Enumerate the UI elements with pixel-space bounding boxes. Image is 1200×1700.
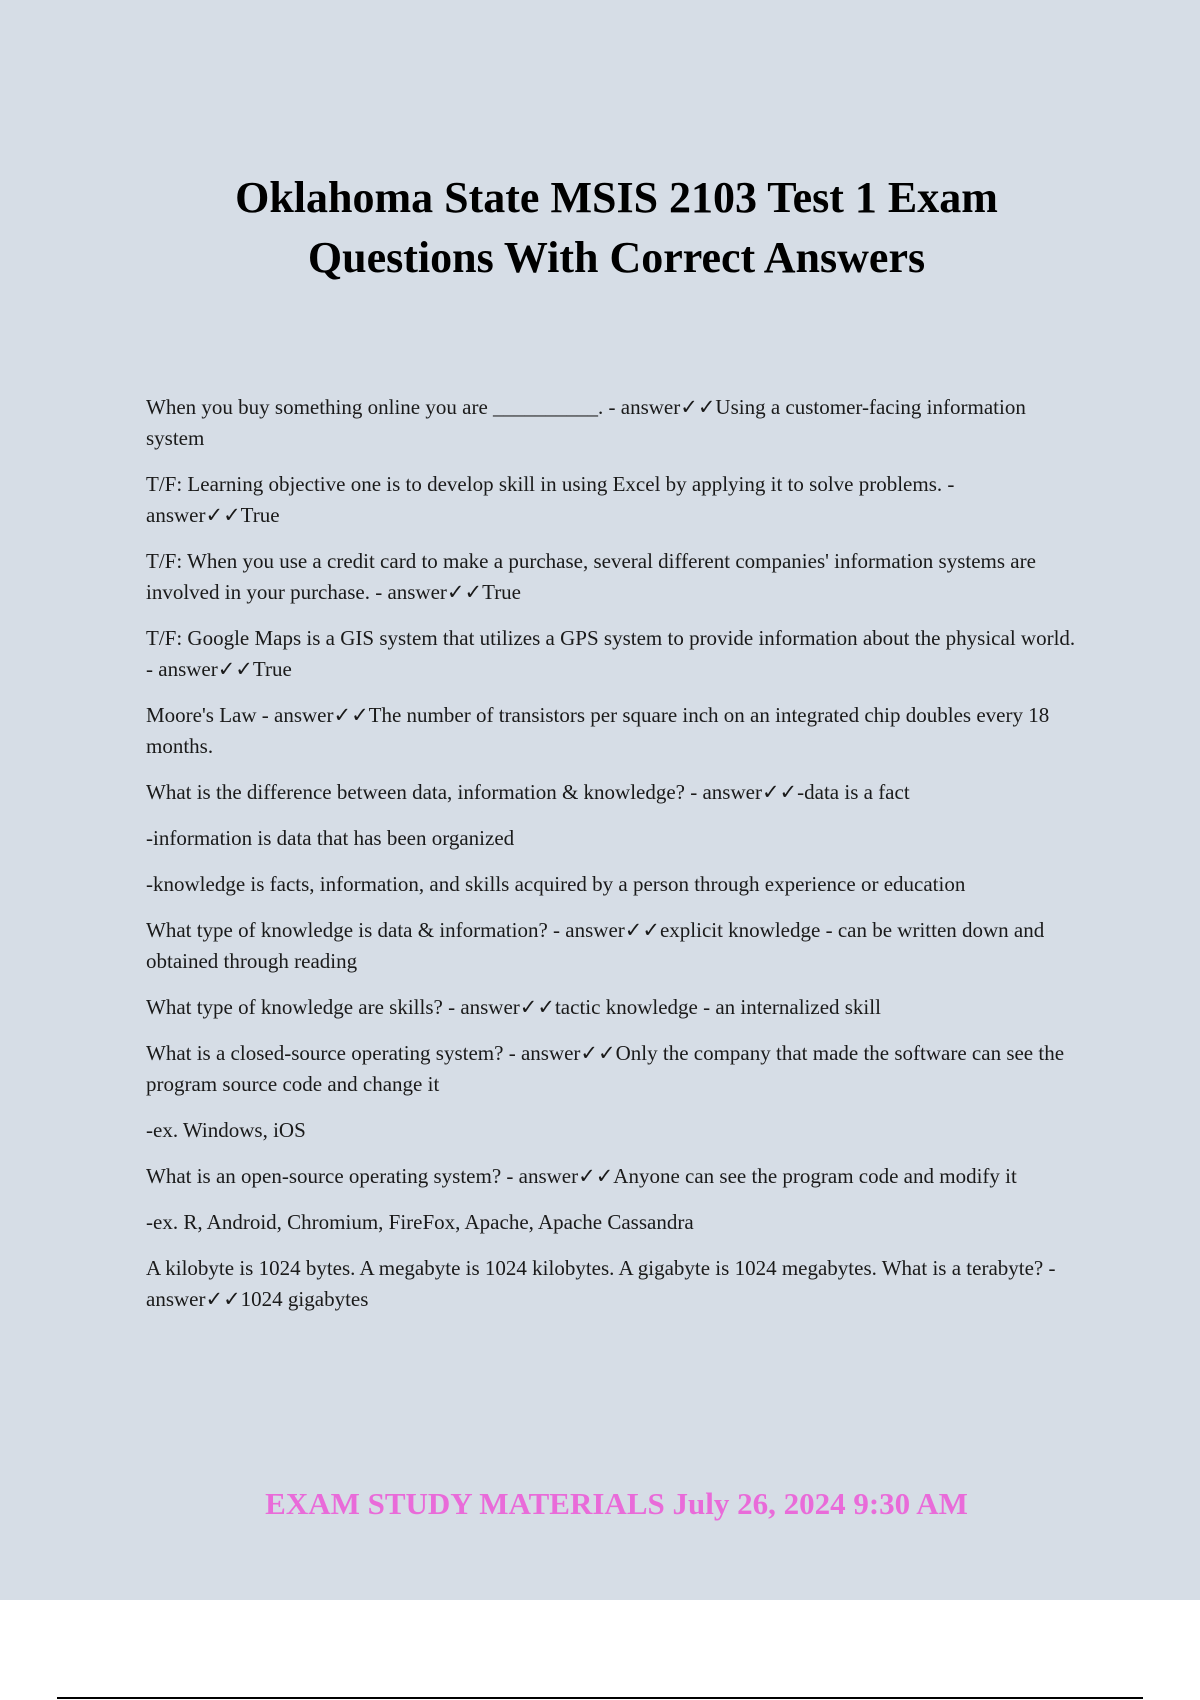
study-materials-stamp: EXAM STUDY MATERIALS July 26, 2024 9:30 AM [265,1486,968,1521]
qa-paragraph: -ex. Windows, iOS [146,1118,306,1142]
qa-paragraph: -information is data that has been organized [146,826,515,850]
page-bottom-rule [57,1697,1143,1699]
qa-paragraph: What is a closed-source operating system? - answer✓✓Only the company that made the software can see the program source code and change it [146,1041,1065,1096]
qa-paragraph: What is an open-source operating system? - answer✓✓Anyone can see the program code and modify it [146,1164,1017,1188]
qa-paragraph: What type of knowledge are skills? - answer✓✓tactic knowledge - an internalized skill [146,995,881,1019]
qa-paragraph: A kilobyte is 1024 bytes. A megabyte is 1024 kilobytes. A gigabyte is 1024 megabytes. What is a terabyte? - answer✓✓1024 gigabytes [146,1256,1056,1311]
qa-paragraph: When you buy something online you are __________. - answer✓✓Using a customer-facing information system [146,395,1026,450]
qa-paragraph: T/F: Learning objective one is to develop skill in using Excel by applying it to solve problems. - answer✓✓True [146,472,955,527]
title-line-1: Oklahoma State MSIS 2103 Test 1 Exam [235,173,998,222]
question-answer-list [146,392,1086,1330]
qa-paragraph: T/F: Google Maps is a GIS system that utilizes a GPS system to provide information about the physical world. - answer✓✓True [146,626,1076,681]
qa-paragraph: What type of knowledge is data & information? - answer✓✓explicit knowledge - can be written down and obtained through reading [146,918,1045,973]
qa-paragraph: -knowledge is facts, information, and skills acquired by a person through experience or education [146,872,966,896]
title-line-2: Questions With Correct Answers [307,233,926,282]
qa-paragraph: Moore's Law - answer✓✓The number of transistors per square inch on an integrated chip doubles every 18 months. [146,703,1050,758]
document-title [120,168,1113,288]
qa-paragraph: What is the difference between data, information & knowledge? - answer✓✓-data is a fact [146,780,910,804]
qa-paragraph: T/F: When you use a credit card to make a purchase, several different companies' information systems are involved in your purchase. - answer✓✓True [146,549,1036,604]
qa-paragraph: -ex. R, Android, Chromium, FireFox, Apache, Apache Cassandra [146,1210,694,1234]
